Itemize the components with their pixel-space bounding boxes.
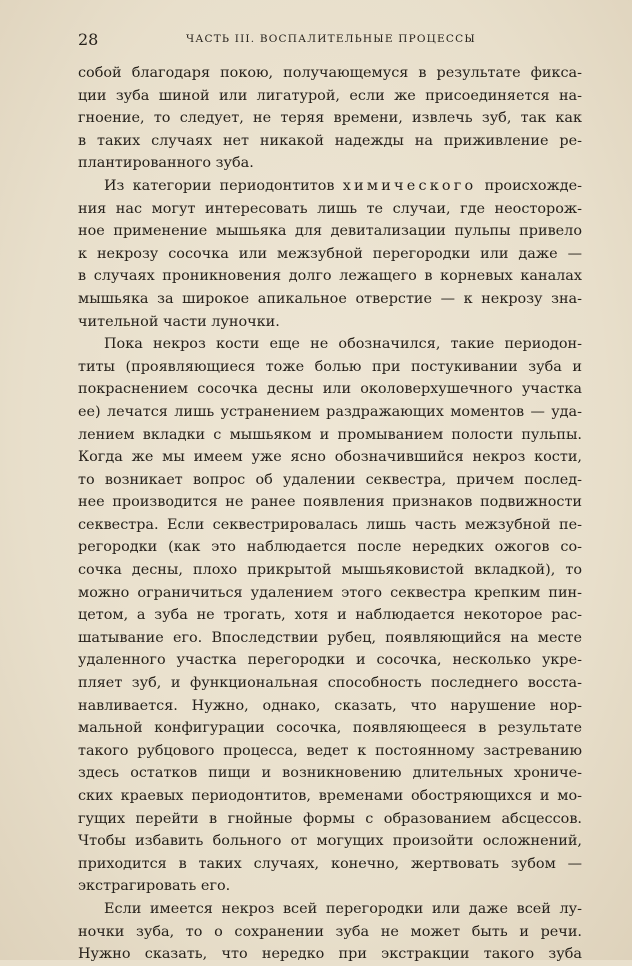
text-line — [78, 175, 582, 198]
text-line: в таких случаях нет никакой надежды на приживление ре- — [78, 132, 582, 149]
text-fragment: Из категории периодонтитов — [104, 177, 343, 194]
text-line: в случаях проникновения долго лежащего в корневых каналах — [78, 268, 582, 285]
text-line: мальной конфигурации сосочка, появляющееся в результате — [78, 720, 582, 737]
text-line: гущих перейти в гнойные формы с образованием абсцессов. — [78, 810, 582, 827]
text-line: шатывание его. Впоследствии рубец, появляющийся на месте — [78, 629, 582, 646]
text-line: регородки (как это наблюдается после нередких ожогов со- — [78, 539, 582, 556]
text-line: к некрозу сосочка или межзубной перегородки или даже — — [78, 245, 582, 262]
text-line: плантированного зуба. — [78, 155, 254, 172]
running-head: ЧАСТЬ III. ВОСПАЛИТЕЛЬНЫЕ ПРОЦЕССЫ — [186, 33, 476, 45]
page-header — [76, 30, 582, 54]
text-line: ния нас могут интересовать лишь те случаи, где неосторож- — [78, 200, 582, 217]
text-line: ночки зуба, то о сохранении зуба не может быть и речи. — [78, 923, 582, 940]
text-line: лением вкладки с мышьяком и промыванием полости пульпы. — [78, 426, 582, 443]
text-line: ее) лечатся лишь устранением раздражающих моментов — уда- — [78, 403, 582, 420]
text-line: навливается. Нужно, однако, сказать, что нарушение нор- — [78, 697, 582, 714]
text-line: то возникает вопрос об удалении секвестра, причем послед- — [78, 471, 582, 488]
page-number: 28 — [78, 30, 99, 49]
text-line: секвестра. Если секвестрировалась лишь часть межзубной пе- — [78, 516, 582, 533]
text-line: покраснением сосочка десны или околоверхушечного участка — [78, 381, 582, 398]
text-line: гноение, то следует, не теряя времени, извлечь зуб, так как — [78, 110, 582, 127]
text-line: цетом, а зуба не трогать, хотя и наблюдается некоторое рас- — [78, 607, 582, 624]
text-line: экстрагировать его. — [78, 878, 231, 895]
text-line: ное применение мышьяка для девитализации пульпы привело — [78, 223, 582, 240]
text-line: Если имеется некроз всей перегородки или даже всей лу- — [104, 900, 582, 917]
text-fragment: происхожде- — [476, 177, 583, 194]
text-line: можно ограничиться удалением этого секвестра крепким пин- — [78, 584, 582, 601]
text-line: чительной части луночки. — [78, 313, 280, 330]
text-line: Нужно сказать, что нередко при экстракции такого зуба — [78, 946, 582, 963]
text-line: собой благодаря покою, получающемуся в результате фикса- — [78, 65, 582, 81]
text-line: приходится в таких случаях, конечно, жертвовать зубом — — [78, 855, 582, 872]
text-line: пляет зуб, и функциональная способность последнего восста- — [78, 675, 582, 692]
text-line: титы (проявляющиеся тоже болью при постукивании зуба и — [78, 358, 582, 375]
text-line: удаленного участка перегородки и сосочка, несколько укре- — [78, 652, 582, 669]
text-line: ских краевых периодонтитов, временами обостряющихся и мо- — [78, 788, 582, 804]
text-line: здесь остатков пищи и возникновению длительных хрониче- — [78, 765, 582, 782]
text-line: такого рубцового процесса, ведет к постоянному застреванию — [78, 742, 582, 759]
emphasized-word: химического — [342, 177, 477, 194]
body-text — [78, 62, 582, 966]
text-line: мышьяка за широкое апикальное отверстие — к некрозу зна- — [78, 290, 582, 307]
text-line: Пока некроз кости еще не обозначился, такие периодон- — [104, 336, 582, 353]
text-line: сочка десны, плохо прикрытой мышьяковистой вкладкой), то — [78, 562, 582, 579]
text-line: Чтобы избавить больного от могущих произойти осложнений, — [78, 833, 582, 850]
text-line: Когда же мы имеем уже ясно обозначившийся некроз кости, — [78, 449, 582, 466]
text-line: ции зуба шиной или лигатурой, если же присоединяется на- — [78, 87, 582, 104]
text-line: нее производится не ранее появления признаков подвижности — [78, 494, 582, 511]
